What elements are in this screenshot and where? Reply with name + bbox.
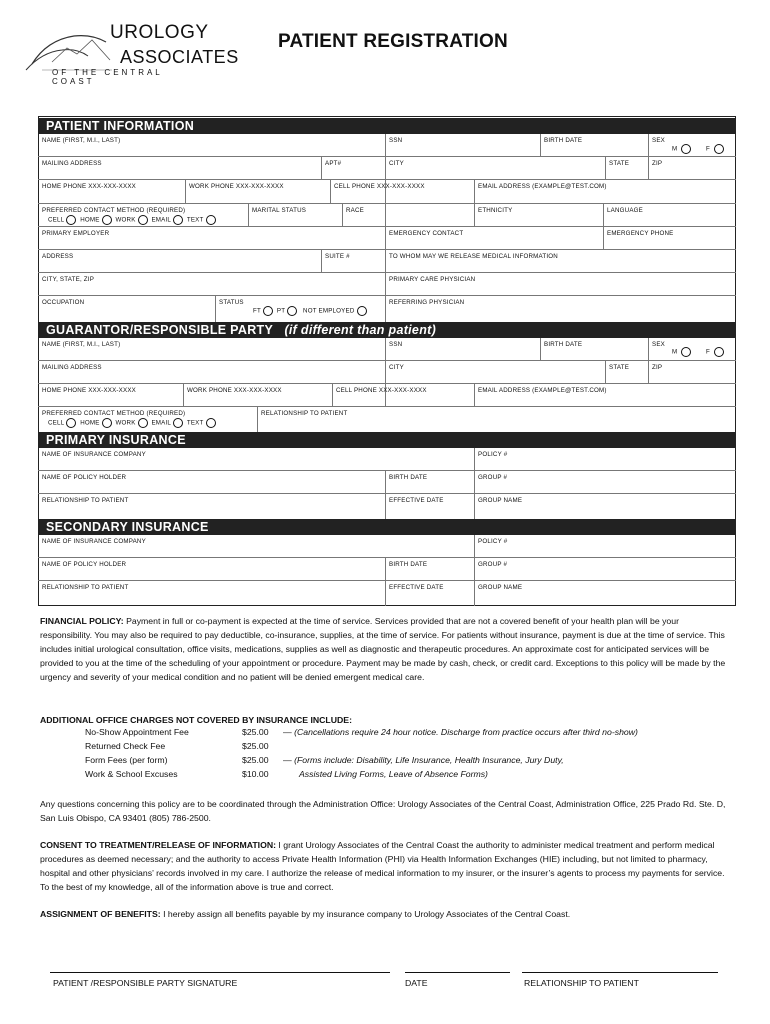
radio-circle-icon[interactable] <box>138 215 148 225</box>
label-referring: REFERRING PHYSICIAN <box>389 299 465 306</box>
label-g-birth-date: BIRTH DATE <box>544 341 583 348</box>
fee-note: — (Forms include: Disability, Life Insurance, Health Insurance, Jury Duty, <box>283 755 564 765</box>
label-status: STATUS <box>219 299 244 306</box>
fee-note: — (Cancellations require 24 hour notice. Discharge from practice occurs after third no-show) <box>283 727 638 737</box>
label-language: LANGUAGE <box>607 207 643 214</box>
label-work-phone: WORK PHONE XXX-XXX-XXXX <box>189 183 284 190</box>
assignment-text: ASSIGNMENT OF BENEFITS: I hereby assign all benefits payable by my insurance company to Urology Associates of the Central Coast. <box>40 909 571 919</box>
date-line[interactable] <box>405 972 510 973</box>
label-p-rel-patient: RELATIONSHIP TO PATIENT <box>42 497 129 504</box>
relationship-label: RELATIONSHIP TO PATIENT <box>524 978 639 988</box>
label-s-ins-company: NAME OF INSURANCE COMPANY <box>42 538 146 545</box>
contact-options: CELL HOME WORK EMAIL TEXT <box>48 215 218 225</box>
fee-name: Returned Check Fee <box>85 741 166 751</box>
consent-text: CONSENT TO TREATMENT/RELEASE OF INFORMATION: I grant Urology Associates of the Central Coast the authority to administer medical treatment and perform medical procedures as deemed necessary; and the authority to access Private Health Information (PHI) via Health Information Exchanges (HIE) including, but not limited to pharmacy, hospital and other physicians’ records involved in my care. I authorize the release of medical information to my insurer, or the insurer’s agents to process my payments for service. To the best of my knowledge, all of the information above is true and correct. <box>40 840 725 892</box>
label-zip: ZIP <box>652 160 663 167</box>
fee-note: Assisted Living Forms, Leave of Absence Forms) <box>299 769 488 779</box>
label-g-state: STATE <box>609 364 630 371</box>
label-city: CITY <box>389 160 404 167</box>
radio-circle-icon[interactable] <box>357 306 367 316</box>
g-sex-option-f[interactable]: F <box>706 347 726 357</box>
label-g-ssn: SSN <box>389 341 403 348</box>
radio-circle-icon[interactable] <box>66 418 76 428</box>
label-p-group-name: GROUP NAME <box>478 497 523 504</box>
radio-circle-icon[interactable] <box>173 215 183 225</box>
fee-amount: $25.00 <box>242 727 269 737</box>
label-state: STATE <box>609 160 630 167</box>
label-occupation: OCCUPATION <box>42 299 85 306</box>
section-patient-information: PATIENT INFORMATION <box>38 118 736 134</box>
label-p-effective: EFFECTIVE DATE <box>389 497 444 504</box>
label-g-relationship: RELATIONSHIP TO PATIENT <box>261 410 348 417</box>
fee-name: No-Show Appointment Fee <box>85 727 189 737</box>
relationship-line[interactable] <box>522 972 718 973</box>
section-guarantor: GUARANTOR/RESPONSIBLE PARTY (if different than patient) <box>38 322 736 338</box>
questions-text: Any questions concerning this policy are to be coordinated through the Administration Office: Urology Associates of the Central Coast, Administration Office, 225 Prado Rd. Ste. D, San Luis Obispo, CA 93401 (805) 786-2500. <box>40 799 726 823</box>
label-apt: APT# <box>325 160 342 167</box>
g-contact-options: CELL HOME WORK EMAIL TEXT <box>48 418 218 428</box>
label-preferred-contact: PREFERRED CONTACT METHOD (REQUIRED) <box>42 207 186 214</box>
label-g-home-phone: HOME PHONE XXX-XXX-XXXX <box>42 387 136 394</box>
logo-line1: UROLOGY <box>110 22 209 43</box>
fee-name: Form Fees (per form) <box>85 755 168 765</box>
label-p-ins-company: NAME OF INSURANCE COMPANY <box>42 451 146 458</box>
financial-policy: FINANCIAL POLICY: Payment in full or co-payment is expected at the time of service. Services provided that are not a covered benefit of your health plan will be your responsibility. You may also be required to pay deductible, co-insurance, supplies, at the time of service. For patients without insurance, payment is due at the time of service. This includes initial urological consultation, office visits, medications, supplies as well as diagnostic and therapeutic procedures. An approximate cost for anticipated services will be provided to you at the time of the scheduling of your appointment or procedure. Payment may be made by cash, check, or credit card. Exceptions to this policy will be made by the urgency and severity of your medical condition and no patient will be denied emergent medical care. <box>40 616 726 682</box>
label-g-mailing: MAILING ADDRESS <box>42 364 102 371</box>
radio-circle-icon[interactable] <box>173 418 183 428</box>
radio-circle-icon[interactable] <box>287 306 297 316</box>
label-s-policy: POLICY # <box>478 538 508 545</box>
label-ssn: SSN <box>389 137 403 144</box>
label-p-group-num: GROUP # <box>478 474 508 481</box>
radio-circle-icon[interactable] <box>681 144 691 154</box>
radio-circle-icon[interactable] <box>714 144 724 154</box>
label-birth-date: BIRTH DATE <box>544 137 583 144</box>
label-p-policy: POLICY # <box>478 451 508 458</box>
logo-line3: OF THE CENTRAL COAST <box>52 68 163 86</box>
label-ethnicity: ETHNICITY <box>478 207 513 214</box>
radio-circle-icon[interactable] <box>66 215 76 225</box>
label-p-policy-holder: NAME OF POLICY HOLDER <box>42 474 127 481</box>
label-g-preferred: PREFERRED CONTACT METHOD (REQUIRED) <box>42 410 186 417</box>
radio-circle-icon[interactable] <box>206 418 216 428</box>
label-home-phone: HOME PHONE XXX-XXX-XXXX <box>42 183 136 190</box>
label-g-work-phone: WORK PHONE XXX-XXX-XXXX <box>187 387 282 394</box>
label-email: EMAIL ADDRESS (EXAMPLE@TEST.COM) <box>478 183 607 190</box>
label-g-cell-phone: CELL PHONE XXX-XXX-XXXX <box>336 387 427 394</box>
label-address: ADDRESS <box>42 253 74 260</box>
logo-line2: ASSOCIATES <box>120 47 239 67</box>
label-race: RACE <box>346 207 364 214</box>
label-sex: SEX <box>652 137 665 144</box>
logo <box>22 22 239 86</box>
label-g-city: CITY <box>389 364 404 371</box>
fee-amount: $25.00 <box>242 741 269 751</box>
label-marital: MARITAL STATUS <box>252 207 307 214</box>
sex-option-f[interactable]: F <box>706 144 726 154</box>
signature-label: PATIENT /RESPONSIBLE PARTY SIGNATURE <box>53 978 238 988</box>
label-g-email: EMAIL ADDRESS (EXAMPLE@TEST.COM) <box>478 387 607 394</box>
g-sex-option-m[interactable]: M <box>672 347 693 357</box>
radio-circle-icon[interactable] <box>102 215 112 225</box>
label-emergency-phone: EMERGENCY PHONE <box>607 230 674 237</box>
radio-circle-icon[interactable] <box>206 215 216 225</box>
charges-heading: ADDITIONAL OFFICE CHARGES NOT COVERED BY INSURANCE INCLUDE: <box>40 715 352 725</box>
section-secondary-insurance: SECONDARY INSURANCE <box>38 519 736 535</box>
label-p-birth-date: BIRTH DATE <box>389 474 428 481</box>
label-employer: PRIMARY EMPLOYER <box>42 230 110 237</box>
date-label: DATE <box>405 978 428 988</box>
label-g-sex: SEX <box>652 341 665 348</box>
fee-amount: $25.00 <box>242 755 269 765</box>
signature-line[interactable] <box>50 972 390 973</box>
label-mailing: MAILING ADDRESS <box>42 160 102 167</box>
label-g-name: NAME (FIRST, M.I., LAST) <box>42 341 121 348</box>
label-s-policy-holder: NAME OF POLICY HOLDER <box>42 561 127 568</box>
label-cell-phone: CELL PHONE XXX-XXX-XXXX <box>334 183 425 190</box>
label-name: NAME (FIRST, M.I., LAST) <box>42 137 121 144</box>
label-release: TO WHOM MAY WE RELEASE MEDICAL INFORMATION <box>389 253 558 260</box>
label-pcp: PRIMARY CARE PHYSICIAN <box>389 276 476 283</box>
label-g-zip: ZIP <box>652 364 663 371</box>
label-s-birth-date: BIRTH DATE <box>389 561 428 568</box>
label-s-group-num: GROUP # <box>478 561 508 568</box>
label-s-rel-patient: RELATIONSHIP TO PATIENT <box>42 584 129 591</box>
label-city-state-zip: CITY, STATE, ZIP <box>42 276 95 283</box>
radio-circle-icon[interactable] <box>102 418 112 428</box>
fee-name: Work & School Excuses <box>85 769 178 779</box>
radio-circle-icon[interactable] <box>138 418 148 428</box>
label-emergency-contact: EMERGENCY CONTACT <box>389 230 464 237</box>
page-title: PATIENT REGISTRATION <box>278 31 508 52</box>
label-s-group-name: GROUP NAME <box>478 584 523 591</box>
fee-amount: $10.00 <box>242 769 269 779</box>
status-options: FT PT NOT EMPLOYED <box>253 306 369 316</box>
label-suite: SUITE # <box>325 253 350 260</box>
radio-circle-icon[interactable] <box>263 306 273 316</box>
section-primary-insurance: PRIMARY INSURANCE <box>38 432 736 448</box>
radio-circle-icon[interactable] <box>681 347 691 357</box>
label-s-effective: EFFECTIVE DATE <box>389 584 444 591</box>
radio-circle-icon[interactable] <box>714 347 724 357</box>
sex-option-m[interactable]: M <box>672 144 693 154</box>
